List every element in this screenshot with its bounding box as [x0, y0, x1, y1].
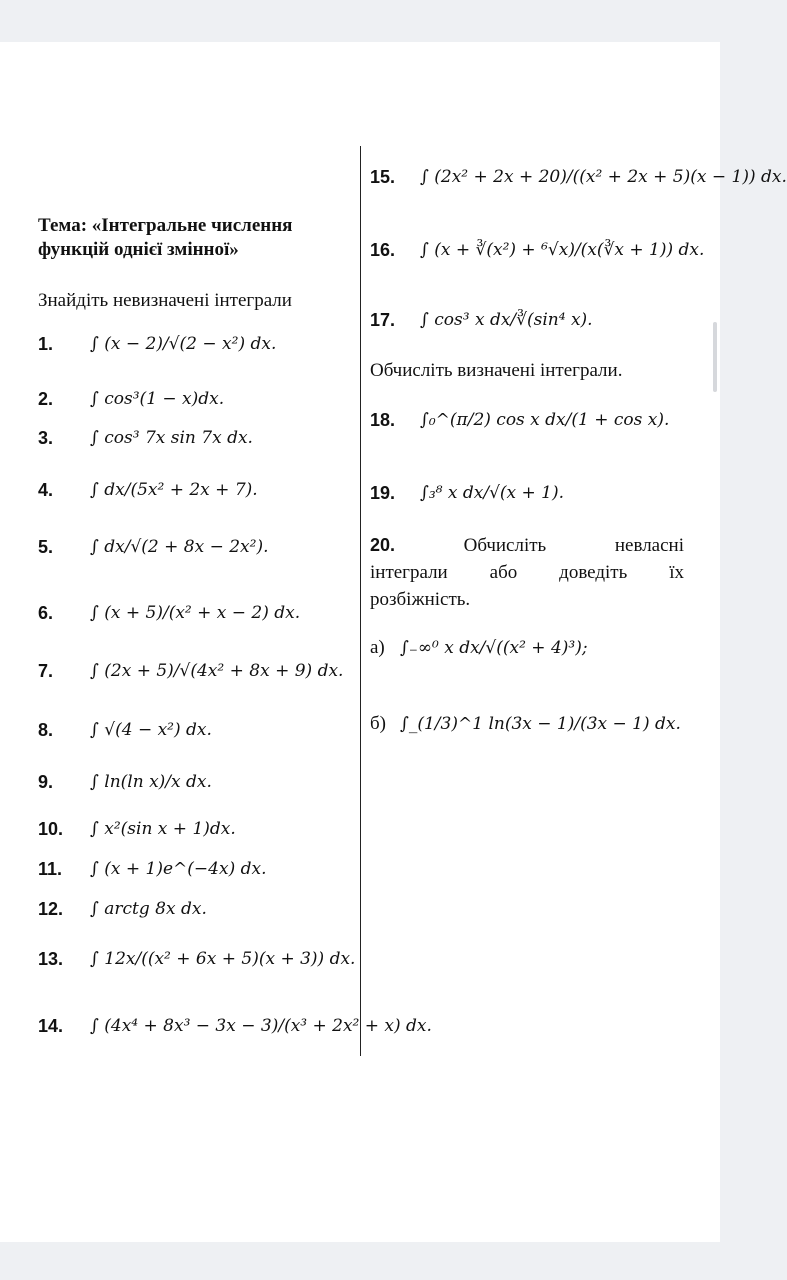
scrollbar[interactable]	[713, 322, 717, 392]
problem-expression: ∫ (x + 5)/(x² + x − 2) dx.	[90, 603, 301, 623]
problem-expression: ∫ (x + ∛(x²) + ⁶√x)/(x(∛x + 1)) dx.	[420, 240, 705, 260]
problem-expression: ∫ ln(ln x)/x dx.	[90, 772, 212, 792]
problem-number: 14.	[38, 1016, 64, 1036]
problem-expression: ∫ 12x/((x² + 6x + 5)(x + 3)) dx.	[90, 949, 356, 969]
instruction-definite: Обчисліть визначені інтеграли.	[370, 360, 623, 381]
subproblem-label: б)	[370, 713, 386, 734]
problem-expression: ∫ √(4 − x²) dx.	[90, 720, 212, 740]
problem-expression: ∫ arctg 8x dx.	[90, 899, 207, 919]
problem-number: 3.	[38, 428, 54, 448]
problem-number: 9.	[38, 772, 54, 792]
problem-expression: ∫₋∞⁰ x dx/√((x² + 4)³);	[400, 638, 588, 658]
word: їх	[669, 562, 684, 583]
problem20-line1	[370, 535, 684, 557]
word: Обчисліть	[463, 535, 547, 556]
problem-expression: ∫_(1/3)^1 ln(3x − 1)/(3x − 1) dx.	[400, 714, 681, 734]
problem-expression: ∫ cos³ x dx/∛(sin⁴ x).	[420, 310, 593, 330]
problem-expression: ∫ (4x⁴ + 8x³ − 3x − 3)/(x³ + 2x² + x) dx.	[90, 1016, 432, 1036]
problem-expression: ∫ (x − 2)/√(2 − x²) dx.	[90, 334, 277, 354]
word: або	[489, 562, 518, 583]
word: невласні	[614, 535, 684, 556]
instruction-indefinite: Знайдіть невизначені інтеграли	[38, 290, 292, 311]
problem-expression: ∫ dx/√(2 + 8x − 2x²).	[90, 537, 269, 557]
problem-expression: ∫ cos³ 7x sin 7x dx.	[90, 428, 253, 448]
subproblem-label: а)	[370, 637, 385, 658]
problem-expression: ∫ (2x² + 2x + 20)/((x² + 2x + 5)(x − 1)) dx.	[420, 167, 787, 187]
word: інтеграли	[370, 562, 448, 583]
problem-number: 15.	[370, 167, 396, 187]
problem-expression: ∫₀^(π/2) cos x dx/(1 + cos x).	[420, 410, 670, 430]
problem-number: 8.	[38, 720, 54, 740]
problem-number: 4.	[38, 480, 54, 500]
problem-number: 2.	[38, 389, 54, 409]
problem-number: 7.	[38, 661, 54, 681]
problem20-line2	[370, 562, 684, 584]
problem-expression: ∫ dx/(5x² + 2x + 7).	[90, 480, 258, 500]
problem-number: 1.	[38, 334, 54, 354]
problem-number: 17.	[370, 310, 396, 330]
problem-number: 16.	[370, 240, 396, 260]
problem20-line3: розбіжність.	[370, 589, 471, 610]
problem-number: 5.	[38, 537, 54, 557]
problem-number: 10.	[38, 819, 64, 839]
problem-number: 12.	[38, 899, 64, 919]
problem-number: 13.	[38, 949, 64, 969]
problem-expression: ∫ (2x + 5)/√(4x² + 8x + 9) dx.	[90, 661, 344, 681]
problem-expression: ∫ (x + 1)e^(−4x) dx.	[90, 859, 267, 879]
column-divider	[360, 146, 361, 1056]
problem-expression: ∫₃⁸ x dx/√(x + 1).	[420, 483, 565, 503]
problem-number: 18.	[370, 410, 396, 430]
problem-number: 11.	[38, 859, 63, 879]
word: доведіть	[559, 562, 628, 583]
problem-number: 20.	[370, 535, 396, 555]
problem-expression: ∫ x²(sin x + 1)dx.	[90, 819, 236, 839]
problem-expression: ∫ cos³(1 − x)dx.	[90, 389, 225, 409]
problem-number: 6.	[38, 603, 54, 623]
problem-number: 19.	[370, 483, 396, 503]
topic-heading: Тема: «Інтегральне числення функцій однієї змінної»	[38, 215, 293, 260]
